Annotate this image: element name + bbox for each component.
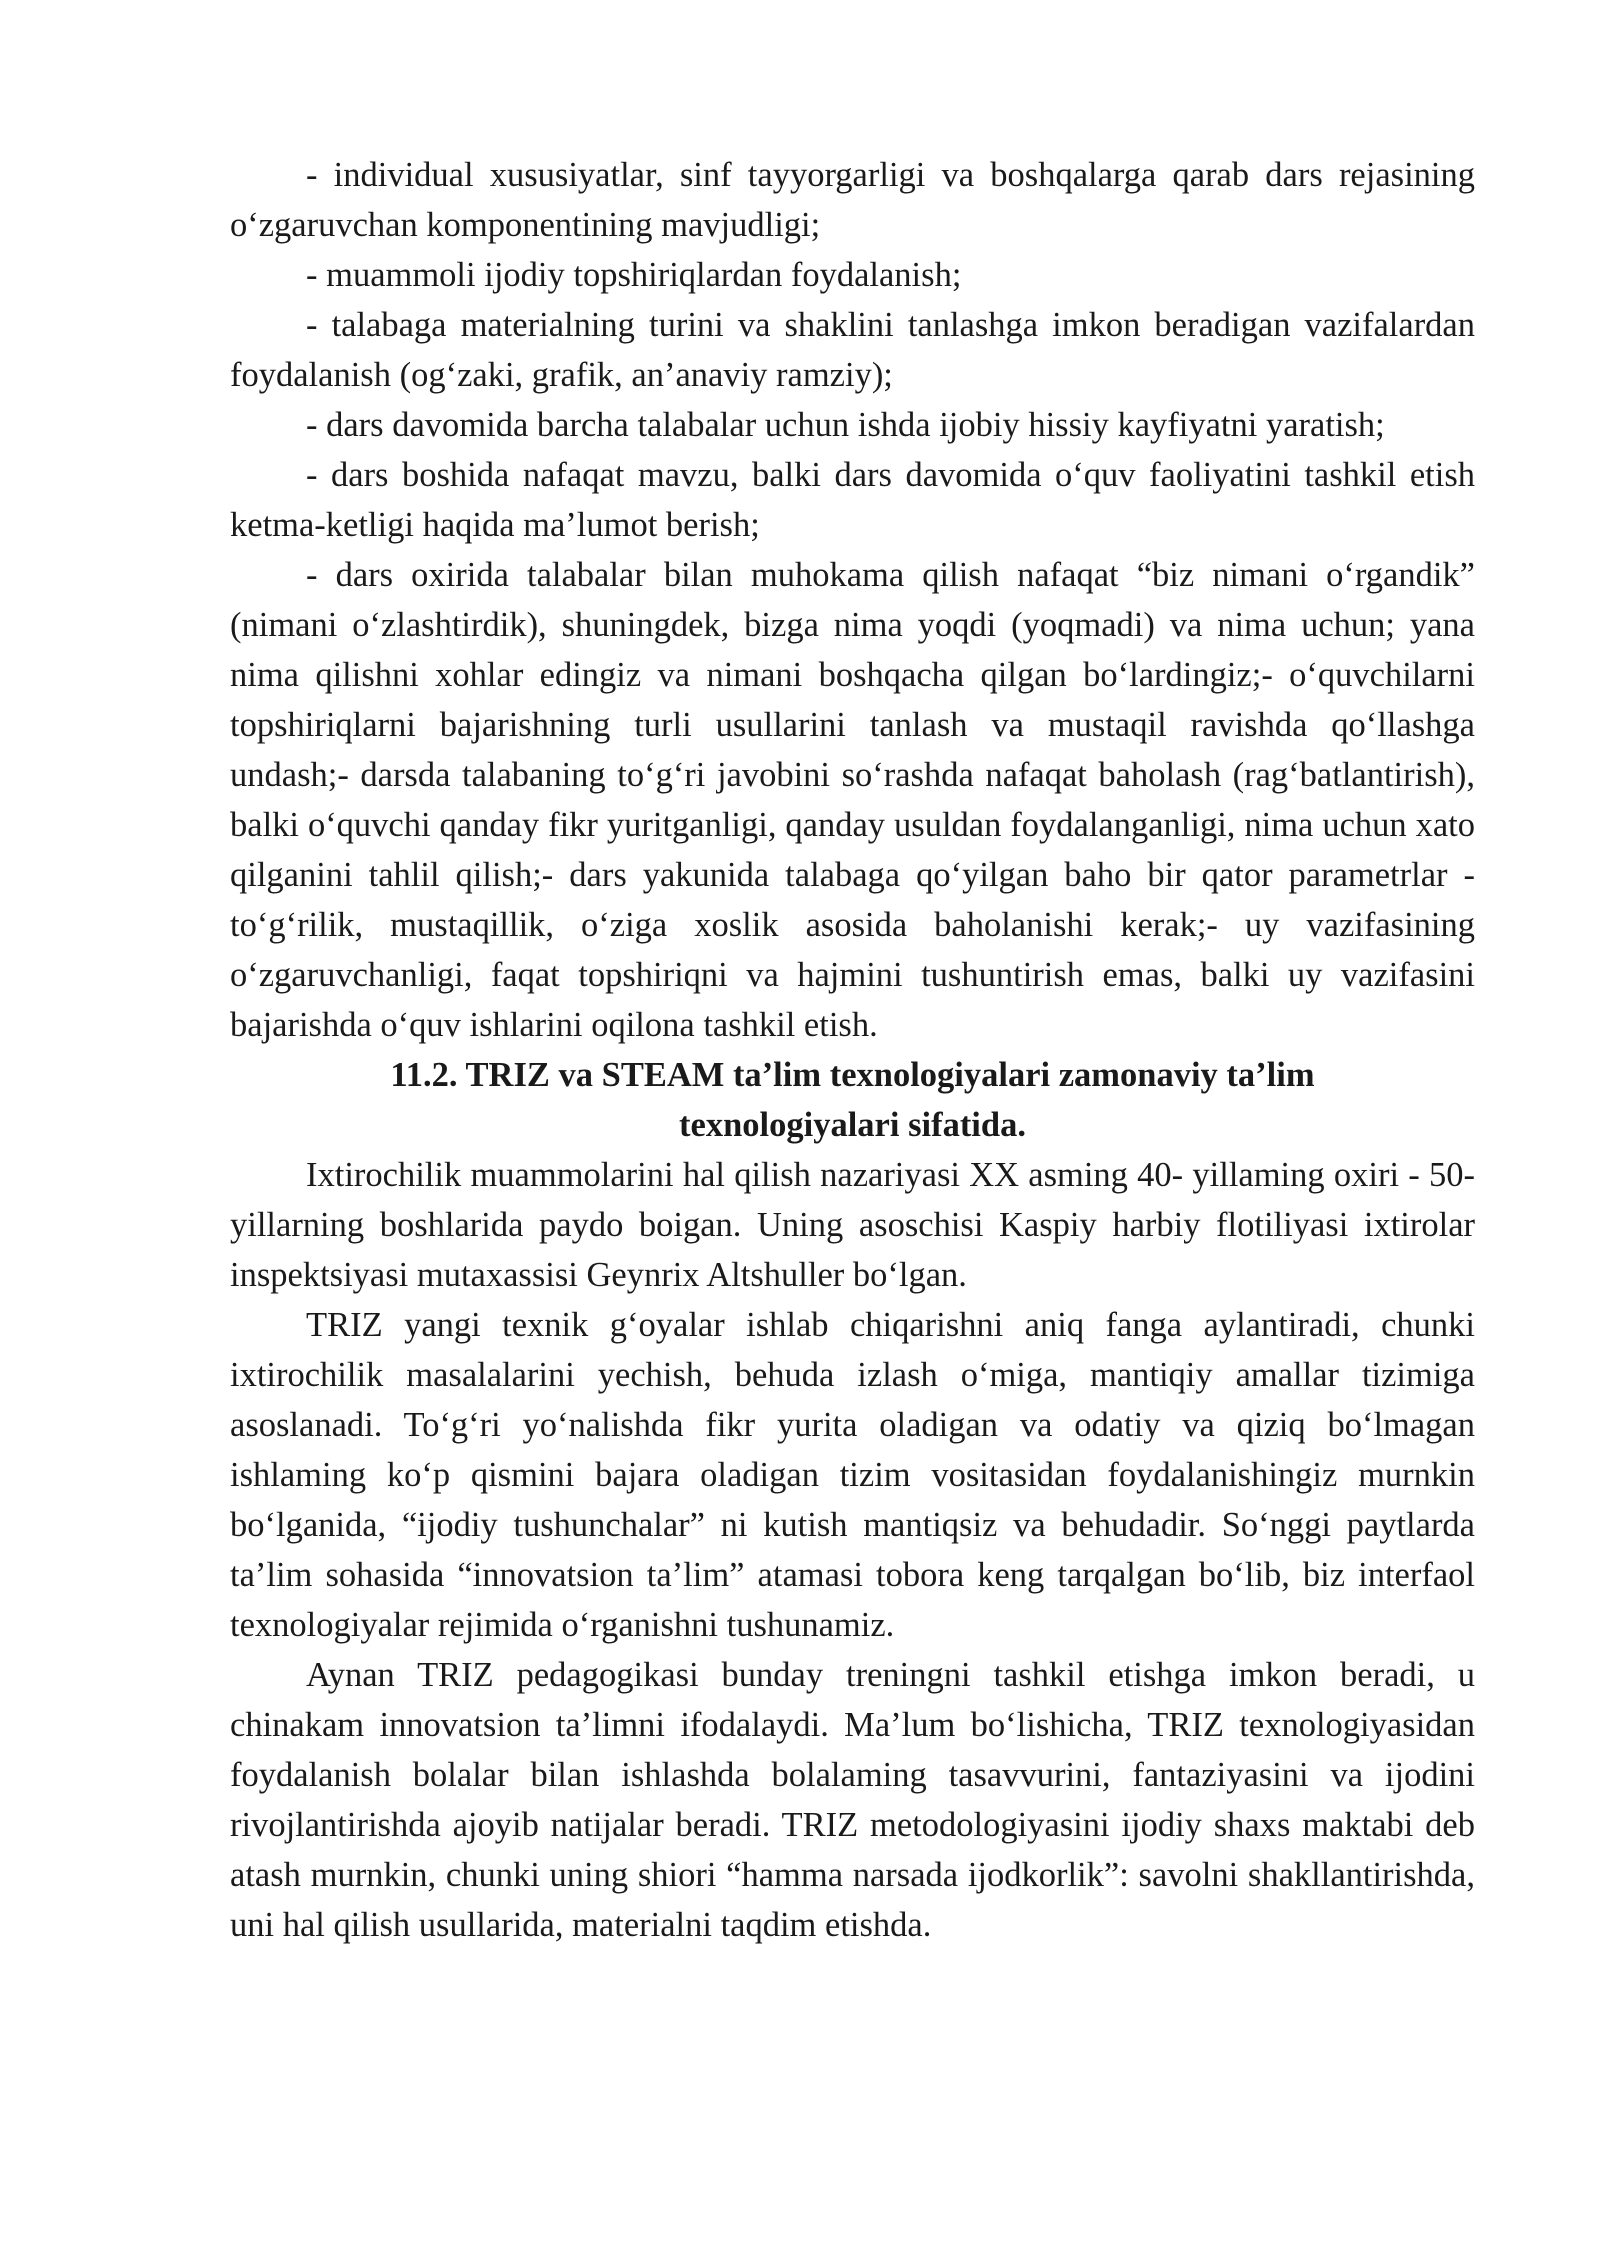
- list-item-dars-boshida: - dars boshida nafaqat mavzu, balki dars davomida o‘quv faoliyatini tashkil etish ketma-ketligi haqida ma’lumot berish;: [230, 456, 1475, 544]
- body-paragraph: Ixtirochilik muammolarini hal qilish nazariyasi XX asming 40- yillaming oxiri - 50-yillarning boshlarida paydo boigan. Uning asoschisi Kaspiy harbiy flotiliyasi ixtirolar inspektsiyasi mutaxassisi Geynrix Altshuller bo‘lgan.: [230, 1156, 1475, 1294]
- section-heading: 11.2. TRIZ va STEAM ta’lim texnologiyalari zamonaviy ta’lim texnologiyalari sifatida.: [390, 1056, 1315, 1144]
- body-paragraph: Aynan TRIZ pedagogikasi bunday treningni tashkil etishga imkon beradi, u chinakam innovatsion ta’limni ifodalaydi. Ma’lum bo‘lishicha, TRIZ texnologiyasidan foydalanish bolalar bilan ishlashda bolalaming tasavvurini, fantaziyasini va ijodini rivojlantirishda ajoyib natijalar beradi. TRIZ metodologiyasini ijodiy shaxs maktabi deb atash murnkin, chunki uning shiori “hamma narsada ijodkorlik”: savolni shakllantirishda, uni hal qilish usullarida, materialni taqdim etishda.: [230, 1656, 1475, 1944]
- list-item-dars-oxirida: - dars oxirida talabalar bilan muhokama qilish nafaqat “biz nimani o‘rgandik” (nimani o‘zlashtirdik), shuningdek, bizga nima yoqdi (yoqmadi) va nima uchun; yana nima qilishni xohlar edingiz va nimani boshqacha qilgan bo‘lardingiz;- o‘quvchilarni topshiriqlarni bajarishning turli usullarini tanlash va mustaqil ravishda qo‘llashga undash;- darsda talabaning to‘g‘ri javobini so‘rashda nafaqat baholash (rag‘batlantirish), balki o‘quvchi qanday fikr yuritganligi, qanday usuldan foydalanganligi, nima uchun xato qilganini tahlil qilish;- dars yakunida talabaga qo‘yilgan baho bir qator parametrlar - to‘g‘rilik, mustaqillik, o‘ziga xoslik asosida baholanishi kerak;- uy vazifasining o‘zgaruvchanligi, faqat topshiriqni va hajmini tushuntirish emas, balki uy vazifasini bajarishda o‘quv ishlarini oqilona tashkil etish.: [230, 556, 1475, 1044]
- document-page: [230, 150, 1475, 1950]
- list-item-ijodiy-topshiriqlar: - muammoli ijodiy topshiriqlardan foydalanish;: [306, 256, 962, 294]
- list-item-hissiy-kayfiyat: - dars davomida barcha talabalar uchun ishda ijobiy hissiy kayfiyatni yaratish;: [306, 406, 1385, 444]
- body-paragraph: TRIZ yangi texnik g‘oyalar ishlab chiqarishni aniq fanga aylantiradi, chunki ixtirochilik masalalarini yechish, behuda izlash o‘miga, mantiqiy amallar tizimiga asoslanadi. To‘g‘ri yo‘nalishda fikr yurita oladigan va odatiy va qiziq bo‘lmagan ishlaming ko‘p qismini bajara oladigan tizim vositasidan foydalanishingiz murnkin bo‘lganida, “ijodiy tushunchalar” ni kutish mantiqsiz va behudadir. So‘nggi paytlarda ta’lim sohasida “innovatsion ta’lim” atamasi tobora keng tarqalgan bo‘lib, biz interfaol texnologiyalar rejimida o‘rganishni tushunamiz.: [230, 1306, 1475, 1644]
- list-item-dars-rejasi: - individual xususiyatlar, sinf tayyorgarligi va boshqalarga qarab dars rejasining o‘zgaruvchan komponentining mavjudligi;: [230, 156, 1475, 244]
- list-item-vazifalar: - talabaga materialning turini va shaklini tanlashga imkon beradigan vazifalardan foydalanish (og‘zaki, grafik, an’anaviy ramziy);: [230, 306, 1475, 394]
